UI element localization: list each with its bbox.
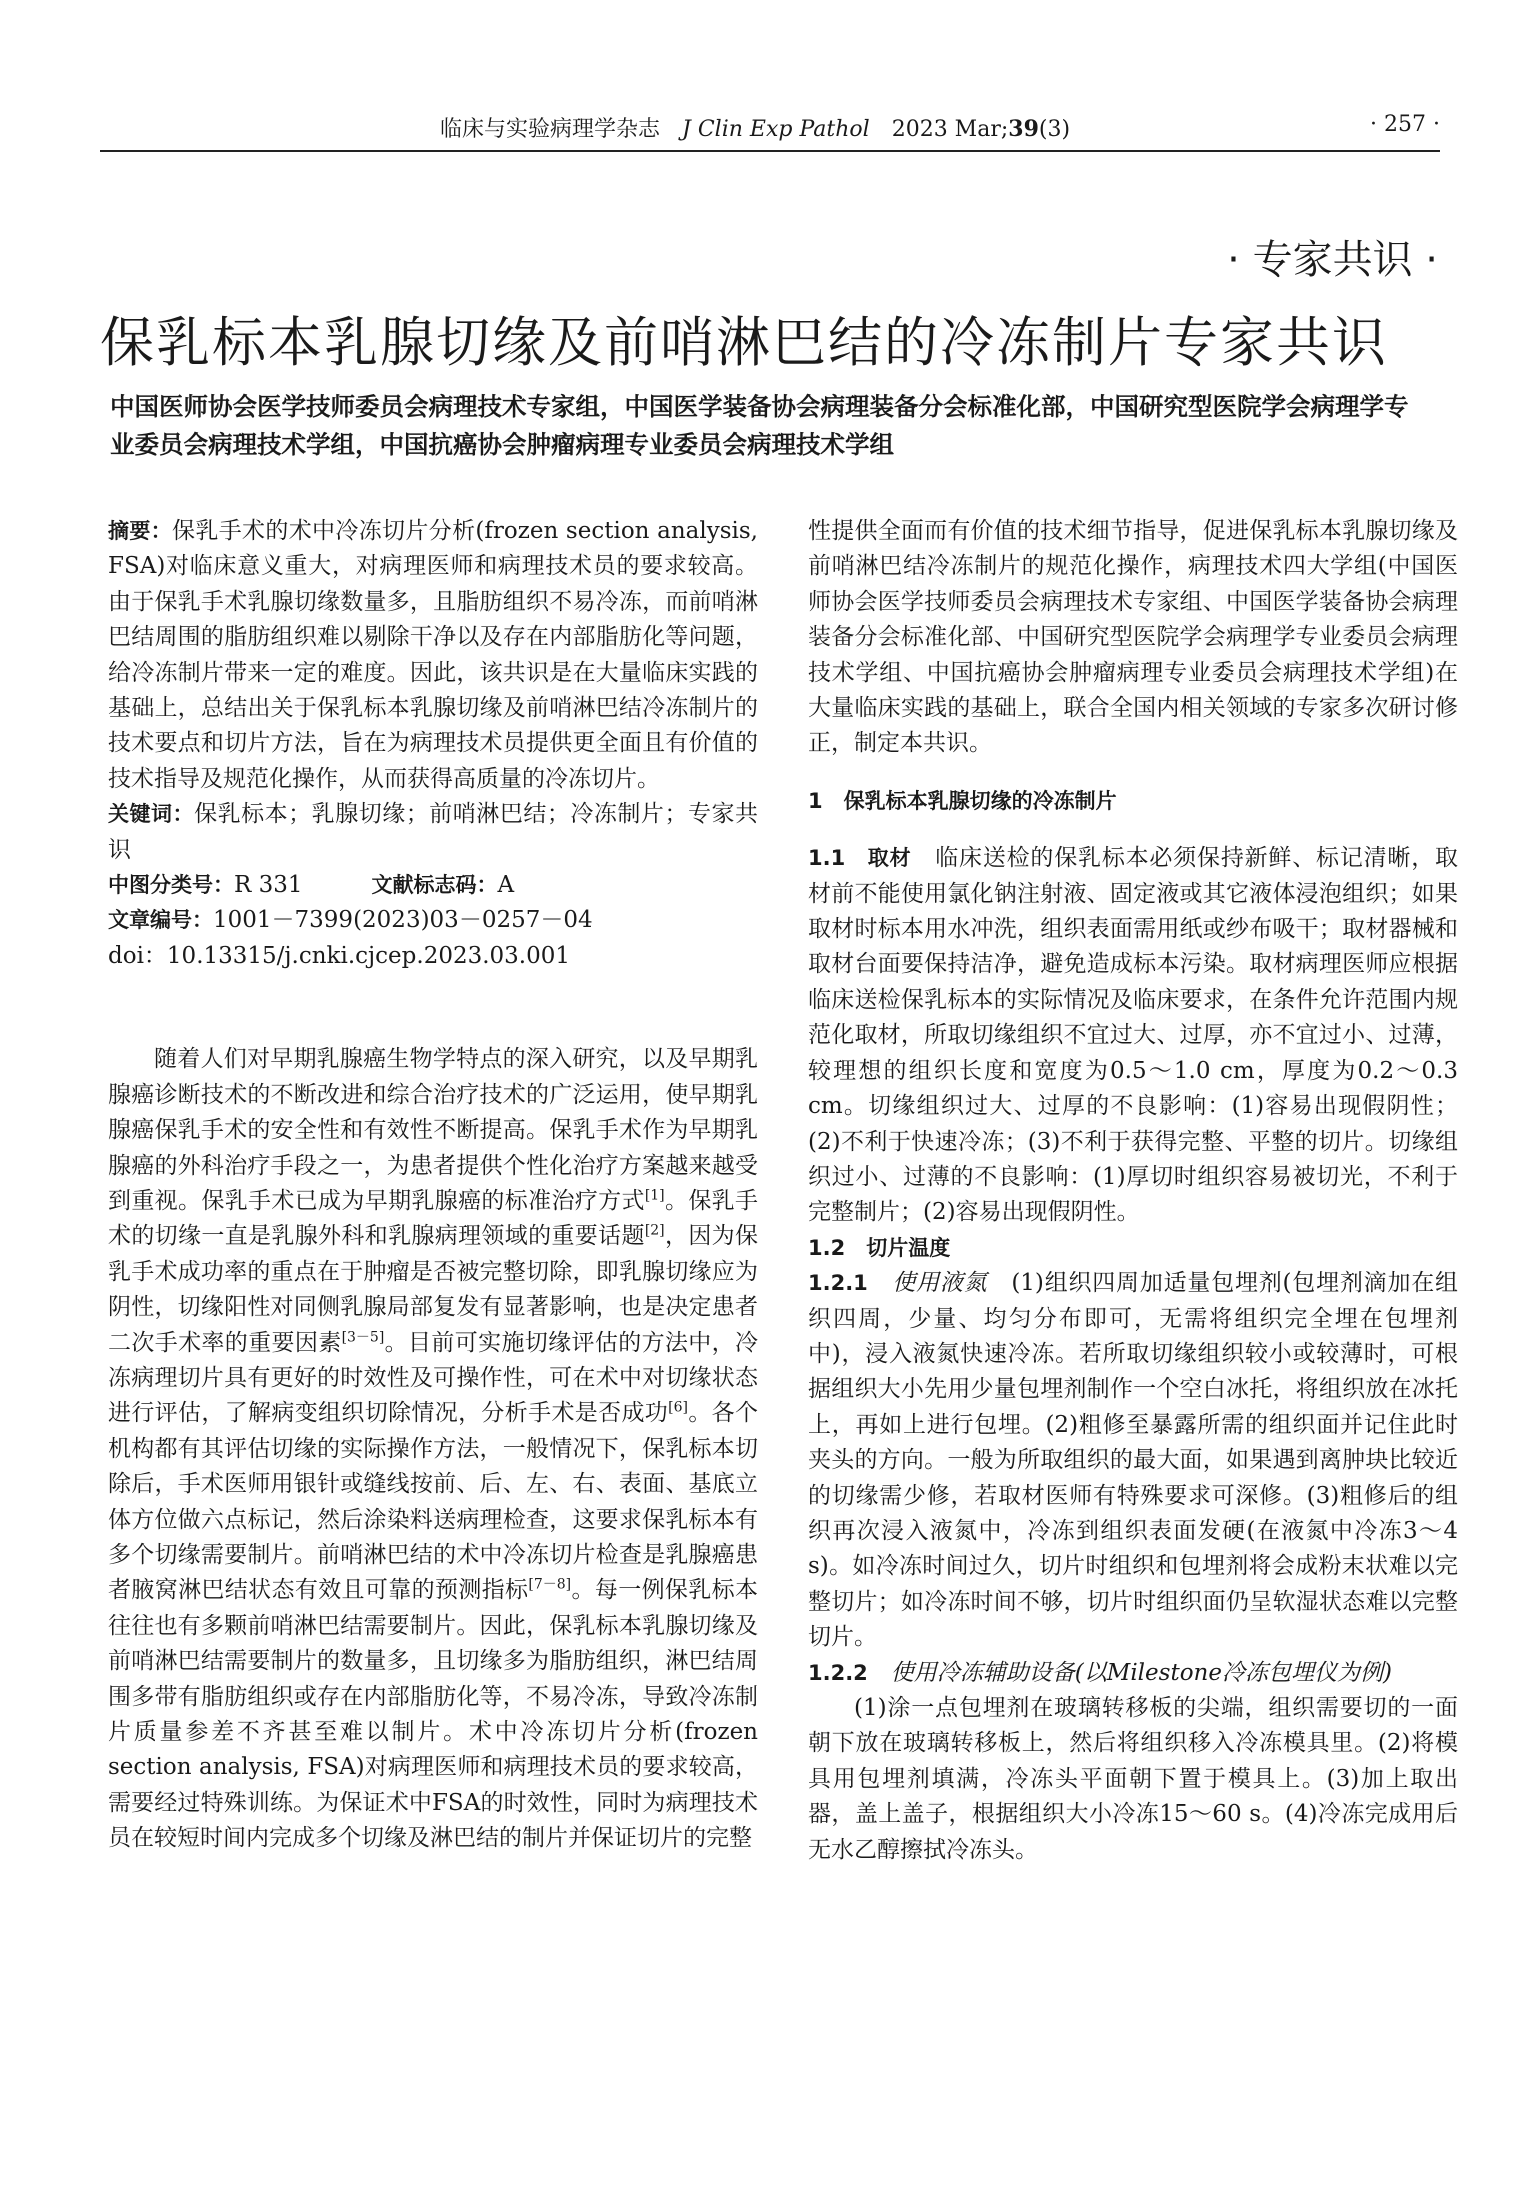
subsection-1-1 — [808, 841, 1458, 1230]
keywords-text: 保乳标本；乳腺切缘；前哨淋巴结；冷冻制片；专家共识 — [108, 801, 759, 863]
journal-line — [440, 112, 1070, 143]
subsection-1-2-heading: 1.2 切片温度 — [808, 1235, 951, 1260]
issue-number: (3) — [1038, 117, 1071, 142]
subsection-1-2-1-text: (1)组织四周加适量包埋剂(包埋剂滴加在组织四周，少量、均匀分布即可，无需将组织完全埋在包埋剂中)，浸入液氮快速冷冻。若所取切缘组织较小或较薄时，可根据组织大小先用少量包埋剂制作一个空白冰托，将组织放在冰托上，再如上进行包埋。(2)粗修至暴露所需的组织面并记住此时夹头的方向。一般为所取组织的最大面，如果遇到离肿块比较近的切缘需少修，若取材医师有特殊要求可深修。(3)粗修后的组织再次浸入液氮中，冷冻到组织表面发硬(在液氮中冷冻3～4 s)。如冷冻时间过久，切片时组织和包埋剂将会成粉末状难以完整切片；如冷冻时间不够，切片时组织面仍呈软湿状态难以完整切片。 — [808, 1270, 1459, 1651]
subsection-1-2-1-title: 使用液氮 — [892, 1270, 988, 1297]
article-number-line — [108, 903, 758, 938]
article-title: 保乳标本乳腺切缘及前哨淋巴结的冷冻制片专家共识 — [100, 311, 1388, 374]
clc-label: 中图分类号： — [108, 873, 234, 898]
subsection-1-2-2-number: 1.2.2 — [808, 1660, 868, 1685]
subsection-1-2-2-title: 使用冷冻辅助设备(以Milestone冷冻包埋仪为例) — [890, 1659, 1392, 1686]
doc-code-value: A — [497, 872, 515, 899]
subsection-1-1-text: 临床送检的保乳标本必须保持新鲜、标记清晰，取材前不能使用氯化钠注射液、固定液或其它液体浸泡组织；如果取材时标本用水冲洗，组织表面需用纸或纱布吸干；取材器械和取材台面要保持洁净，避免造成标本污染。取材病理医师应根据临床送检保乳标本的实际情况及临床要求，在条件允许范围内规范化取材，所取切缘组织不宜过大、过厚，亦不宜过小、过薄，较理想的组织长度和宽度为0.5～1.0 cm，厚度为0.2～0.3 cm。切缘组织过大、过厚的不良影响：(1)容易出现假阴性；(2)不利于快速冷冻；(3)不利于获得完整、平整的切片。切缘组织过小、过薄的不良影响：(1)厚切时组织容易被切光，不利于完整制片；(2)容易出现假阴性。 — [808, 845, 1459, 1226]
journal-cn: 临床与实验病理学杂志 — [440, 117, 661, 142]
keywords-label: 关键词： — [108, 802, 195, 827]
abstract-text: 保乳手术的术中冷冻切片分析(frozen section analysis, FSA)对临床意义重大，对病理医师和病理技术员的要求较高。由于保乳手术乳腺切缘数量多，且脂肪组织不易冷冻，而前哨淋巴结周围的脂肪组织难以剔除干净以及存在内部脂肪化等问题，给冷冻制片带来一定的难度。因此，该共识是在大量临床实践的基础上，总结出关于保乳标本乳腺切缘及前哨淋巴结冷冻制片的技术要点和切片方法，旨在为病理技术员提供更全面且有价值的技术指导及规范化操作，从而获得高质量的冷冻切片。 — [108, 518, 758, 792]
citation-5: [7－8] — [528, 1576, 572, 1593]
citation-1: [1] — [644, 1187, 665, 1204]
intro-text-2: 。保乳手术的切缘一直是乳腺外科和乳腺病理领域的重要话题 — [108, 1187, 759, 1250]
authors: 中国医师协会医学技师委员会病理技术专家组，中国医学装备协会病理装备分会标准化部，中国研究型医院学会病理学专业委员会病理技术学组，中国抗癌协会肿瘤病理专业委员会病理技术学组 — [110, 392, 1409, 459]
article-number-label: 文章编号： — [108, 908, 213, 933]
subsection-1-2-2 — [808, 1656, 1458, 1691]
doc-code-label: 文献标志码： — [371, 873, 498, 898]
keywords — [108, 797, 758, 868]
intro-paragraph — [108, 1042, 758, 1856]
article-number-value: 1001－7399(2023)03－0257－04 — [213, 907, 593, 934]
header-rule — [100, 150, 1440, 152]
intro-text-1: 随着人们对早期乳腺癌生物学特点的深入研究，以及早期乳腺癌诊断技术的不断改进和综合治疗技术的广泛运用，使早期乳腺癌保乳手术的安全性和有效性不断提高。保乳手术作为早期乳腺癌的外科治疗手段之一，为患者提供个性化治疗方案越来越受到重视。保乳手术已成为早期乳腺癌的标准治疗方式 — [108, 1046, 758, 1214]
clc-value: R 331 — [234, 872, 303, 899]
citation-3: [3－5] — [341, 1328, 385, 1345]
intro-text-3: ，因为保乳手术成功率的重点在于肿瘤是否被完整切除，即乳腺切缘应为阴性，切缘阳性对同侧乳腺局部复发有显著影响，也是决定患者二次手术率的重要因素 — [108, 1223, 759, 1356]
intro-text-5: 。各个机构都有其评估切缘的实际操作方法，一般情况下，保乳标本切除后，手术医师用银针或缝线按前、后、左、右、表面、基底立体方位做六点标记，然后涂染料送病理检查，这要求保乳标本有多个切缘需要制片。前哨淋巴结的术中冷冻切片检查是乳腺癌患者腋窝淋巴结状态有效且可靠的预测指标 — [108, 1400, 759, 1604]
subsection-1-2-1-number: 1.2.1 — [808, 1271, 868, 1296]
subsection-1-2-1 — [808, 1266, 1458, 1655]
abstract-label: 摘要： — [108, 519, 173, 543]
classification-line — [108, 868, 758, 903]
doi: doi：10.13315/j.cnki.cjcep.2023.03.001 — [108, 942, 571, 969]
issue-date: 2023 Mar; — [891, 117, 1009, 142]
intro-text-6: 。每一例保乳标本往往也有多颗前哨淋巴结需要制片。因此，保乳标本乳腺切缘及前哨淋巴结需要制片的数量多，且切缘多为脂肪组织，淋巴结周围多带有脂肪组织或存在内部脂肪化等，不易冷冻，导致冷冻制片质量参差不齐甚至难以制片。术中冷冻切片分析(frozen section analysis, FSA)对病理医师和病理技术员的要求较高，需要经过特殊训练。为保证术中FSA的时效性，同时为病理技术员在较短时间内完成多个切缘及淋巴结的制片并保证切片的完整 — [108, 1577, 759, 1852]
intro-continuation: 性提供全面而有价值的技术细节指导，促进保乳标本乳腺切缘及前哨淋巴结冷冻制片的规范化操作，病理技术四大学组(中国医师协会医学技师委员会病理技术专家组、中国医学装备协会病理装备分会标准化部、中国研究型医院学会病理学专业委员会病理技术学组、中国抗癌协会肿瘤病理专业委员会病理技术学组)在大量临床实践的基础上，联合全国内相关领域的专家多次研讨修正，制定本共识。 — [808, 518, 1458, 757]
subsection-1-2-2-text: (1)涂一点包埋剂在玻璃转移板的尖端，组织需要切的一面朝下放在玻璃转移板上，然后将组织移入冷冻模具里。(2)将模具用包埋剂填满，冷冻头平面朝下置于模具上。(3)加上取出器，盖上盖子，根据组织大小冷冻15～60 s。(4)冷冻完成用后无水乙醇擦拭冷冻头。 — [808, 1695, 1458, 1863]
journal-en: J Clin Exp Pathol — [682, 117, 870, 142]
running-header — [100, 108, 1440, 142]
intro-text-4: 。目前可实施切缘评估的方法中，冷冻病理切片具有更好的时效性及可操作性，可在术中对切缘状态进行评估，了解病变组织切除情况，分析手术是否成功 — [108, 1329, 759, 1427]
citation-4: [6] — [668, 1399, 688, 1416]
page-number: · 257 · — [1370, 112, 1440, 137]
abstract — [108, 514, 758, 797]
citation-2: [2] — [644, 1222, 665, 1239]
volume: 39 — [1008, 116, 1039, 142]
column-tag: · 专家共识 · — [1227, 237, 1438, 283]
subsection-1-1-heading: 1.1 取材 — [808, 846, 912, 871]
right-column — [808, 514, 1458, 1868]
section-heading-1: 1 保乳标本乳腺切缘的冷冻制片 — [808, 788, 1117, 813]
left-column — [108, 514, 758, 1857]
